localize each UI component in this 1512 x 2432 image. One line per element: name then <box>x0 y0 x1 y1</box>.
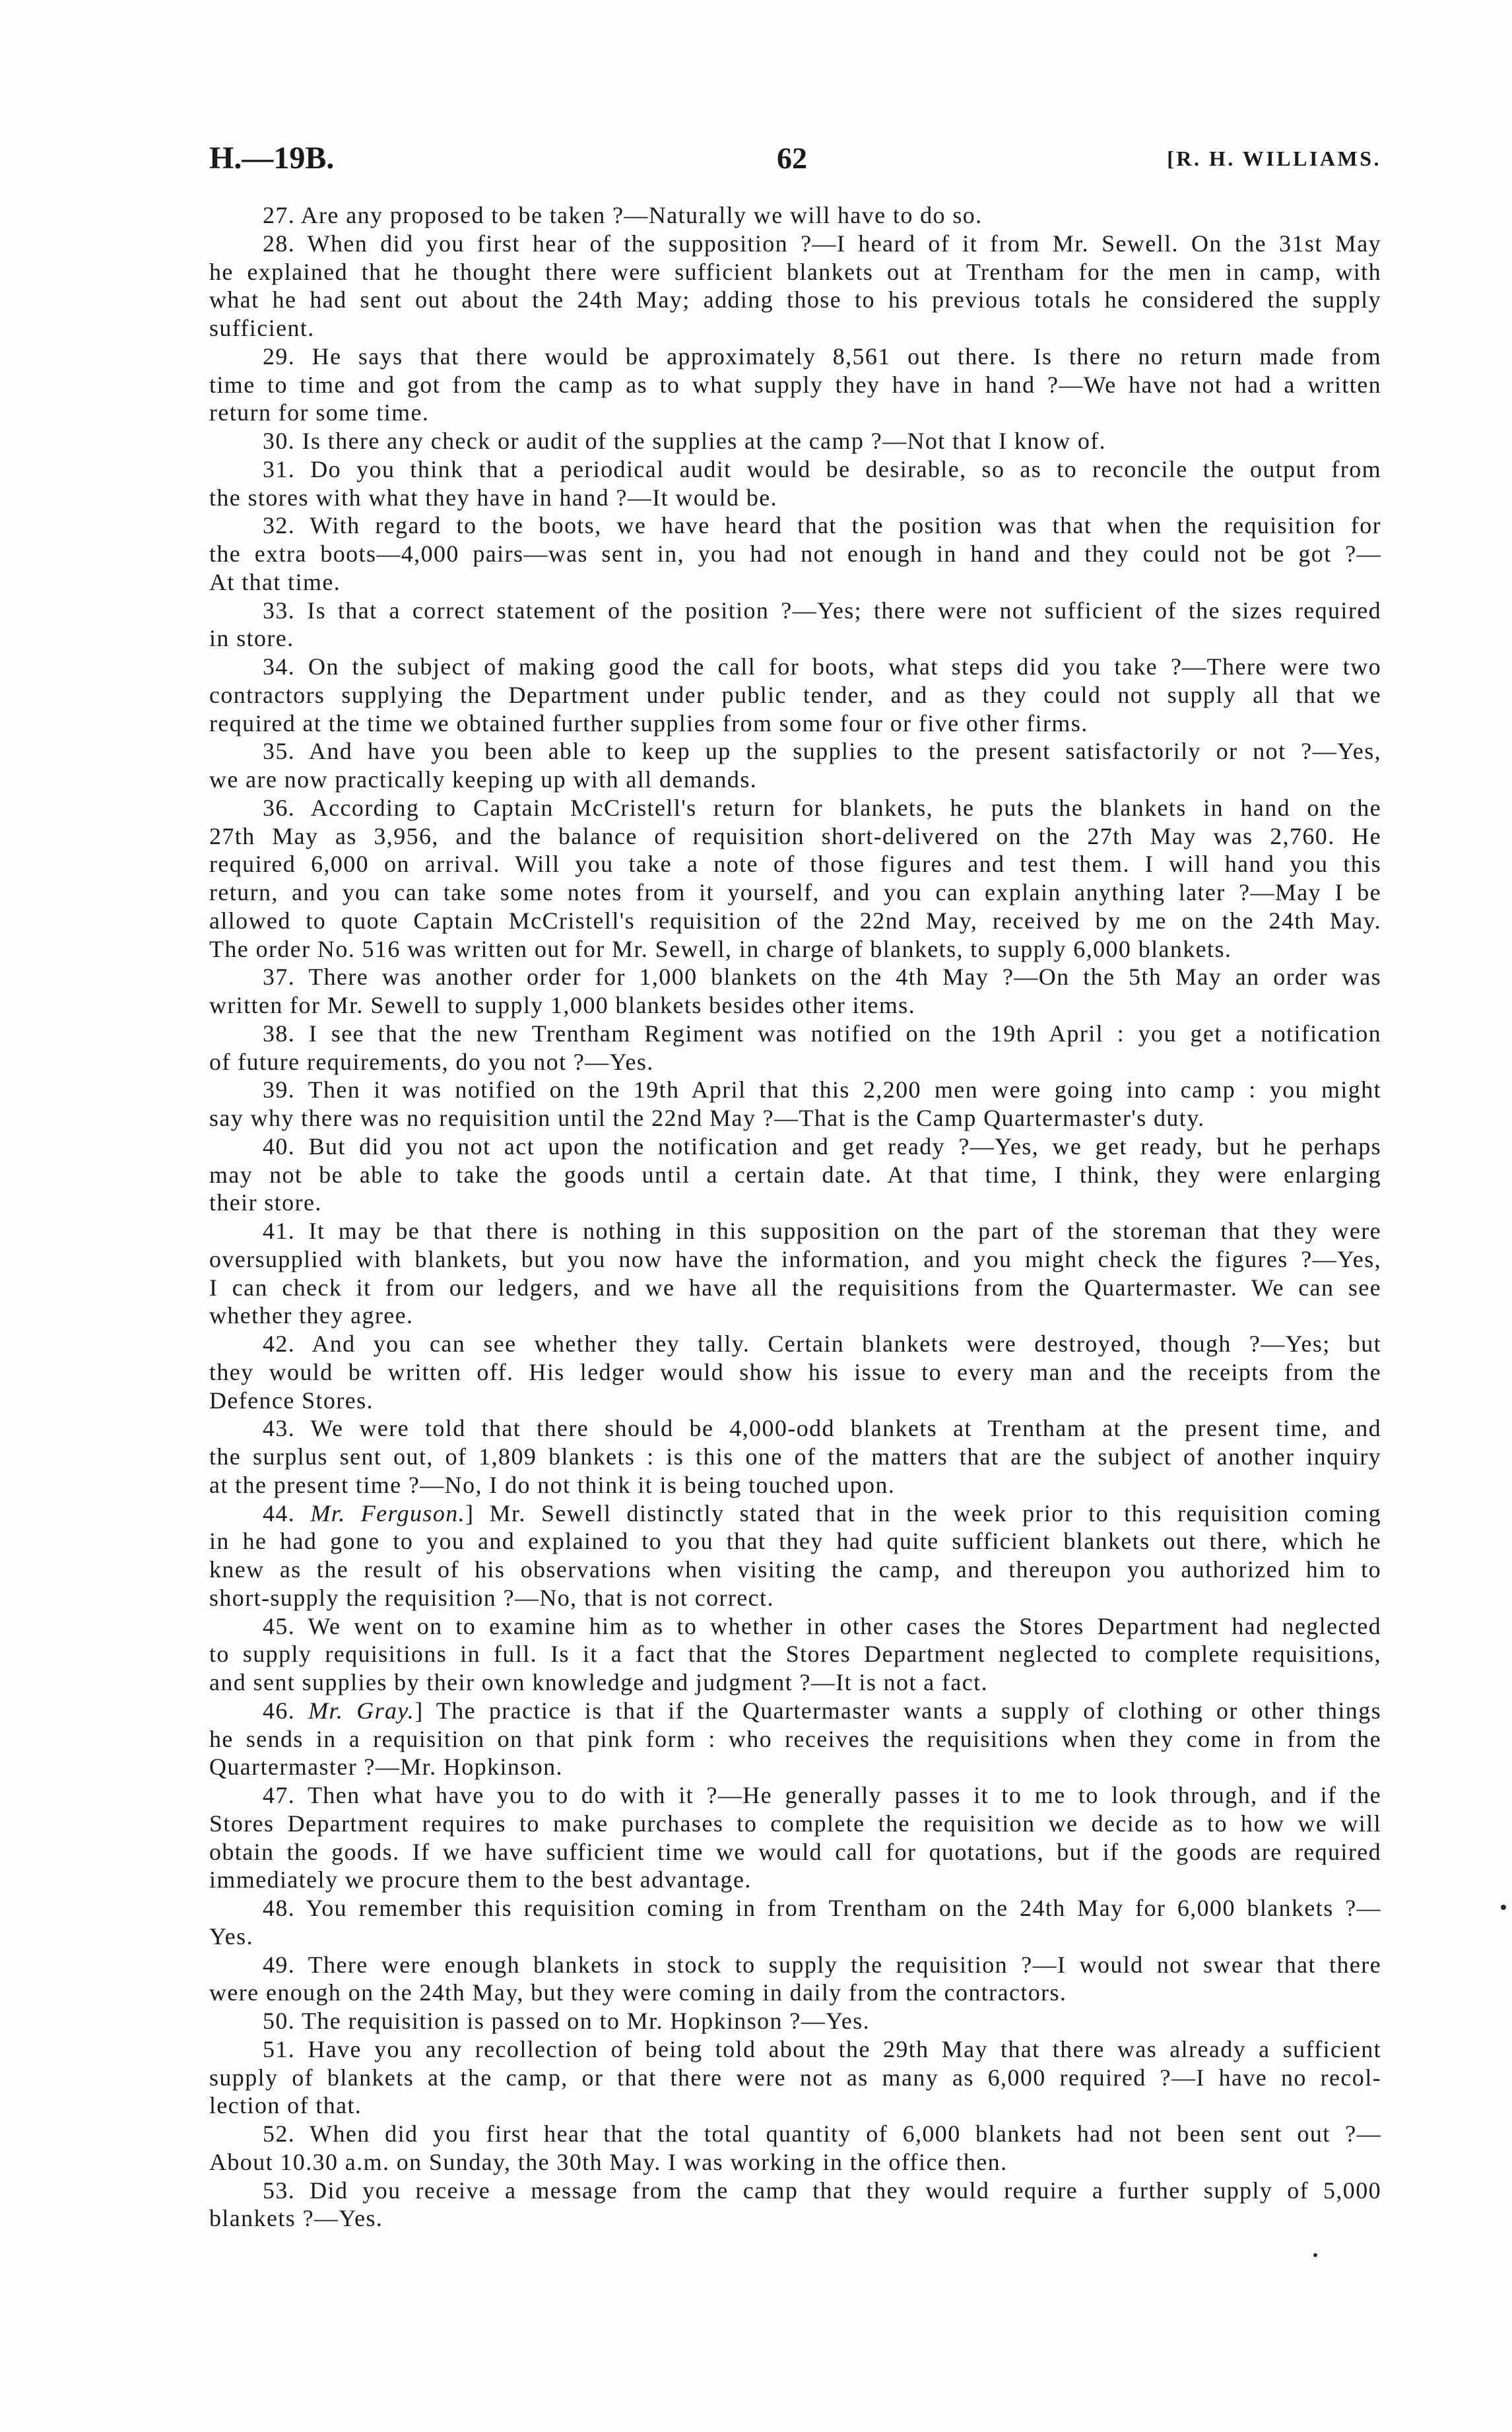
line-text: he sends in a requisition on that pink form : who receives the requisitions when they come in from the <box>209 1725 1381 1752</box>
line-text: We went on to examine him as to whether in other cases the Stores Department had neglected <box>308 1612 1381 1639</box>
text-line <box>209 963 1381 991</box>
qa-paragraph-29 <box>209 343 1381 427</box>
text-line <box>209 1499 1381 1528</box>
text-line <box>209 1838 1381 1866</box>
line-text: may not be able to take the goods until a certain date. At that time, I think, they were enlarging <box>209 1161 1381 1188</box>
line-text: knew as the result of his observations when visiting the camp, and thereupon you authorized him to <box>209 1556 1381 1583</box>
question-number: 30. <box>263 428 296 454</box>
text-line <box>209 2148 1381 2177</box>
text-line <box>209 2204 1381 2233</box>
line-text: to supply requisitions in full. Is it a fact that the Stores Department neglected to complete requisitions, <box>209 1641 1381 1668</box>
page-number: 62 <box>777 141 807 175</box>
qa-paragraph-30 <box>209 427 1381 455</box>
question-number: 46. <box>263 1697 296 1724</box>
text-line <box>209 737 1381 766</box>
qa-paragraph-43 <box>209 1414 1381 1499</box>
line-text: And you can see whether they tally. Certain blankets were destroyed, though ?—Yes; but <box>312 1331 1381 1357</box>
line-text: Defence Stores. <box>209 1387 374 1414</box>
question-number: 49. <box>263 1951 296 1978</box>
text-line <box>209 1584 1381 1612</box>
line-text: their store. <box>209 1189 322 1216</box>
qa-paragraph-33 <box>209 597 1381 653</box>
line-text: whether they agree. <box>209 1302 414 1329</box>
text-line <box>209 1725 1381 1754</box>
line-text: lection of that. <box>209 2092 362 2119</box>
qa-paragraph-44 <box>209 1499 1381 1612</box>
qa-paragraph-36 <box>209 794 1381 964</box>
qa-paragraph-47 <box>209 1781 1381 1894</box>
qa-paragraph-42 <box>209 1330 1381 1414</box>
line-text: time to time and got from the camp as to what supply they have in hand ?—We have not had a written <box>209 371 1381 398</box>
text-line <box>209 1104 1381 1133</box>
text-line <box>209 1330 1381 1358</box>
text-line <box>209 314 1381 343</box>
text-line <box>209 1640 1381 1668</box>
text-line <box>209 230 1381 258</box>
text-line <box>209 935 1381 964</box>
line-text: ] The practice is that if the Quartermaster wants a supply of clothing or other things <box>414 1697 1382 1724</box>
line-text: Is that a correct statement of the position ?—Yes; there were not sufficient of the sizes required <box>307 597 1382 624</box>
question-number: 38. <box>263 1020 296 1047</box>
line-text: the stores with what they have in hand ?—It would be. <box>209 484 778 511</box>
qa-paragraph-52 <box>209 2120 1381 2177</box>
text-line <box>209 1301 1381 1330</box>
question-number: 45. <box>263 1612 296 1639</box>
question-number: 50. <box>263 2008 296 2034</box>
text-line <box>209 624 1381 653</box>
text-line <box>209 2064 1381 2092</box>
text-line <box>209 1951 1381 1979</box>
ink-speck <box>1501 1905 1506 1910</box>
text-line <box>209 822 1381 851</box>
evidence-transcript <box>209 201 1381 2233</box>
qa-paragraph-28 <box>209 230 1381 343</box>
line-text: Do you think that a periodical audit would be desirable, so as to reconcile the output from <box>310 455 1382 482</box>
line-text: return for some time. <box>209 399 430 426</box>
question-number: 34. <box>263 653 296 680</box>
text-line <box>209 568 1381 597</box>
text-line <box>209 258 1381 286</box>
text-line <box>209 1781 1381 1810</box>
text-line <box>209 1414 1381 1443</box>
text-line <box>209 1217 1381 1245</box>
text-line <box>209 286 1381 314</box>
line-text: At that time. <box>209 568 341 595</box>
line-text: ] Mr. Sewell distinctly stated that in the week prior to this requisition coming <box>465 1499 1381 1527</box>
question-number: 51. <box>263 2035 296 2062</box>
text-line <box>209 1443 1381 1471</box>
line-text: obtain the goods. If we have sufficient time we would call for quotations, but if the goods are required <box>209 1838 1381 1865</box>
text-line <box>209 1076 1381 1104</box>
qa-paragraph-31 <box>209 455 1381 512</box>
line-text: He says that there would be approximately 8,561 out there. Is there no return made from <box>312 343 1381 370</box>
text-line <box>209 1979 1381 2007</box>
witness-name: [R. H. WILLIAMS. <box>1167 147 1381 170</box>
qa-paragraph-41 <box>209 1217 1381 1330</box>
line-text: Did you receive a message from the camp that they would require a further supply of 5,000 <box>310 2177 1381 2204</box>
qa-paragraph-51 <box>209 2035 1381 2120</box>
text-line <box>209 1020 1381 1048</box>
question-number: 31. <box>263 455 296 482</box>
line-text: According to Captain McCristell's return for blankets, he puts the blankets in hand on the <box>310 794 1381 821</box>
text-line <box>209 1810 1381 1838</box>
text-line <box>209 681 1381 709</box>
qa-paragraph-37 <box>209 963 1381 1020</box>
question-number: 42. <box>263 1331 296 1357</box>
line-text: 27th May as 3,956, and the balance of requisition short-delivered on the 27th May was 2,760. He <box>209 822 1381 849</box>
text-line <box>209 1387 1381 1415</box>
qa-paragraph-49 <box>209 1951 1381 2008</box>
question-number: 36. <box>263 794 296 821</box>
question-number: 28. <box>263 230 296 257</box>
line-text: When did you first hear of the supposition ?—I heard of it from Mr. Sewell. On the 31st May <box>307 230 1381 257</box>
qa-paragraph-34 <box>209 653 1381 737</box>
question-number: 27. <box>263 202 296 228</box>
question-number: 37. <box>263 964 296 991</box>
question-number: 29. <box>263 343 296 370</box>
text-line <box>209 1274 1381 1302</box>
text-line <box>209 766 1381 794</box>
text-line <box>209 1161 1381 1189</box>
text-line <box>209 399 1381 427</box>
question-number: 35. <box>263 738 296 765</box>
line-text: Is there any check or audit of the supplies at the camp ?—Not that I know of. <box>302 428 1107 454</box>
line-text: Then it was notified on the 19th April that this 2,200 men were going into camp : you might <box>308 1076 1382 1103</box>
line-text: On the subject of making good the call for boots, what steps did you take ?—There were two <box>308 653 1381 680</box>
line-text: immediately we procure them to the best advantage. <box>209 1866 752 1893</box>
line-text: oversupplied with blankets, but you now have the information, and you might check the figures ?—Yes, <box>209 1245 1381 1272</box>
line-text: I see that the new Trentham Regiment was notified on the 19th April : you get a notification <box>308 1020 1381 1047</box>
line-text: We were told that there should be 4,000-odd blankets at Trentham at the present time, and <box>310 1415 1381 1442</box>
qa-paragraph-39 <box>209 1076 1381 1133</box>
question-number: 33. <box>263 597 296 624</box>
text-line <box>209 2177 1381 2205</box>
text-line <box>209 597 1381 625</box>
line-text: were enough on the 24th May, but they were coming in daily from the contractors. <box>209 1979 1067 2006</box>
line-text: at the present time ?—No, I do not think it is being touched upon. <box>209 1471 896 1498</box>
qa-paragraph-53 <box>209 2177 1381 2233</box>
line-text: required at the time we obtained further supplies from some four or five other firms. <box>209 709 1088 737</box>
line-text: allowed to quote Captain McCristell's requisition of the 22nd May, received by me on the 24th May. <box>209 907 1381 934</box>
line-text: blankets ?—Yes. <box>209 2205 383 2232</box>
text-line <box>209 1697 1381 1725</box>
qa-paragraph-35 <box>209 737 1381 794</box>
line-text: I can check it from our ledgers, and we have all the requisitions from the Quartermaster. We can see <box>209 1274 1381 1301</box>
text-line <box>209 850 1381 878</box>
line-text: written for Mr. Sewell to supply 1,000 blankets besides other items. <box>209 992 916 1018</box>
line-text: contractors supplying the Department under public tender, and as they could not supply all that we <box>209 681 1381 708</box>
line-text: When did you first hear that the total quantity of 6,000 blankets had not been sent out ?— <box>310 2120 1382 2147</box>
line-text: Yes. <box>209 1923 253 1950</box>
qa-paragraph-45 <box>209 1612 1381 1697</box>
line-text: There was another order for 1,000 blankets on the 4th May ?—On the 5th May an order was <box>308 964 1381 991</box>
text-line <box>209 2120 1381 2148</box>
text-line <box>209 709 1381 738</box>
text-line <box>209 1358 1381 1387</box>
text-line <box>209 1048 1381 1076</box>
text-line <box>209 878 1381 907</box>
question-number: 43. <box>263 1415 296 1442</box>
line-text: he explained that he thought there were sufficient blankets out at Trentham for the men in camp, with <box>209 258 1381 285</box>
text-line <box>209 1923 1381 1951</box>
line-text: short-supply the requisition ?—No, that is not correct. <box>209 1584 774 1611</box>
line-text: we are now practically keeping up with all demands. <box>209 766 758 793</box>
line-text: Then what have you to do with it ?—He generally passes it to me to look through, and if the <box>308 1782 1381 1808</box>
question-number: 47. <box>263 1782 296 1808</box>
line-text: say why there was no requisition until the 22nd May ?—That is the Camp Quartermaster's duty. <box>209 1105 1205 1131</box>
text-line <box>209 1527 1381 1556</box>
text-line <box>209 540 1381 568</box>
line-text: About 10.30 a.m. on Sunday, the 30th May. I was working in the office then. <box>209 2148 1008 2175</box>
text-line <box>209 907 1381 935</box>
line-text: supply of blankets at the camp, or that there were not as many as 6,000 required ?—I have no recol- <box>209 2064 1381 2091</box>
question-number: 32. <box>263 512 296 539</box>
line-text: and sent supplies by their own knowledge and judgment ?—It is not a fact. <box>209 1669 988 1695</box>
speaker-name: Mr. Gray. <box>308 1697 415 1724</box>
text-line <box>209 794 1381 822</box>
line-text: in he had gone to you and explained to you that they had quite sufficient blankets out there, which he <box>209 1528 1381 1555</box>
text-line <box>209 1245 1381 1274</box>
question-number: 52. <box>263 2120 296 2147</box>
qa-paragraph-38 <box>209 1020 1381 1076</box>
text-line <box>209 201 1381 230</box>
text-line <box>209 1753 1381 1781</box>
qa-paragraph-32 <box>209 511 1381 596</box>
document-reference: H.—19B. <box>209 141 335 176</box>
line-text: You remember this requisition coming in from Trentham on the 24th May for 6,000 blankets ?— <box>306 1895 1381 1921</box>
line-text: With regard to the boots, we have heard that the position was that when the requisition for <box>310 512 1381 539</box>
line-text: The requisition is passed on to Mr. Hopkinson ?—Yes. <box>301 2008 871 2034</box>
text-line <box>209 371 1381 399</box>
text-line <box>209 511 1381 540</box>
text-line <box>209 343 1381 371</box>
line-text: Are any proposed to be taken ?—Naturally we will have to do so. <box>300 202 983 228</box>
question-number: 39. <box>263 1076 296 1103</box>
text-line <box>209 991 1381 1020</box>
line-text: There were enough blankets in stock to supply the requisition ?—I would not swear that there <box>308 1951 1382 1978</box>
text-line <box>209 455 1381 484</box>
text-line <box>209 1556 1381 1584</box>
line-text: And have you been able to keep up the supplies to the present satisfactorily or not ?—Yes, <box>309 738 1382 765</box>
text-line <box>209 1668 1381 1697</box>
text-line <box>209 1612 1381 1641</box>
qa-paragraph-46 <box>209 1697 1381 1781</box>
line-text: required 6,000 on arrival. Will you take a note of those figures and test them. I will hand you this <box>209 851 1381 878</box>
line-text: what he had sent out about the 24th May; adding those to his previous totals he considered the supply <box>209 286 1381 313</box>
line-text: Quartermaster ?—Mr. Hopkinson. <box>209 1754 563 1781</box>
question-number: 44. <box>263 1499 296 1527</box>
text-line <box>209 653 1381 681</box>
ink-speck <box>1313 2253 1317 2257</box>
text-line <box>209 2035 1381 2064</box>
qa-paragraph-40 <box>209 1133 1381 1217</box>
line-text: in store. <box>209 625 294 652</box>
text-line <box>209 1471 1381 1499</box>
text-line <box>209 1189 1381 1217</box>
line-text: they would be written off. His ledger would show his issue to every man and the receipts from the <box>209 1358 1381 1385</box>
text-line <box>209 484 1381 512</box>
qa-paragraph-50 <box>209 2007 1381 2035</box>
question-number: 48. <box>263 1895 296 1921</box>
line-text: The order No. 516 was written out for Mr. Sewell, in charge of blankets, to supply 6,000 blankets. <box>209 935 1232 962</box>
line-text: Have you any recollection of being told about the 29th May that there was already a sufficient <box>308 2035 1381 2062</box>
line-text: the extra boots—4,000 pairs—was sent in, you had not enough in hand and they could not be got ?— <box>209 541 1381 567</box>
qa-paragraph-48 <box>209 1894 1381 1951</box>
text-line <box>209 1894 1381 1923</box>
line-text: Stores Department requires to make purchases to complete the requisition we decide as to how we will <box>209 1810 1381 1837</box>
text-line <box>209 1133 1381 1161</box>
line-text: It may be that there is nothing in this supposition on the part of the storeman that they were <box>308 1218 1381 1244</box>
line-text: But did you not act upon the notification and get ready ?—Yes, we get ready, but he perhaps <box>308 1133 1382 1160</box>
line-text: the surplus sent out, of 1,809 blankets : is this one of the matters that are the subject of another inquiry <box>209 1443 1381 1470</box>
line-text: return, and you can take some notes from it yourself, and you can explain anything later ?—May I be <box>209 879 1381 905</box>
text-line <box>209 2091 1381 2120</box>
line-text: of future requirements, do you not ?—Yes. <box>209 1048 654 1075</box>
qa-paragraph-27 <box>209 201 1381 230</box>
line-text: sufficient. <box>209 315 315 341</box>
text-line <box>209 1866 1381 1894</box>
text-line <box>209 2007 1381 2035</box>
speaker-name: Mr. Ferguson. <box>310 1499 466 1527</box>
question-number: 40. <box>263 1133 296 1160</box>
text-line <box>209 427 1381 455</box>
question-number: 41. <box>263 1218 296 1244</box>
question-number: 53. <box>263 2177 296 2204</box>
